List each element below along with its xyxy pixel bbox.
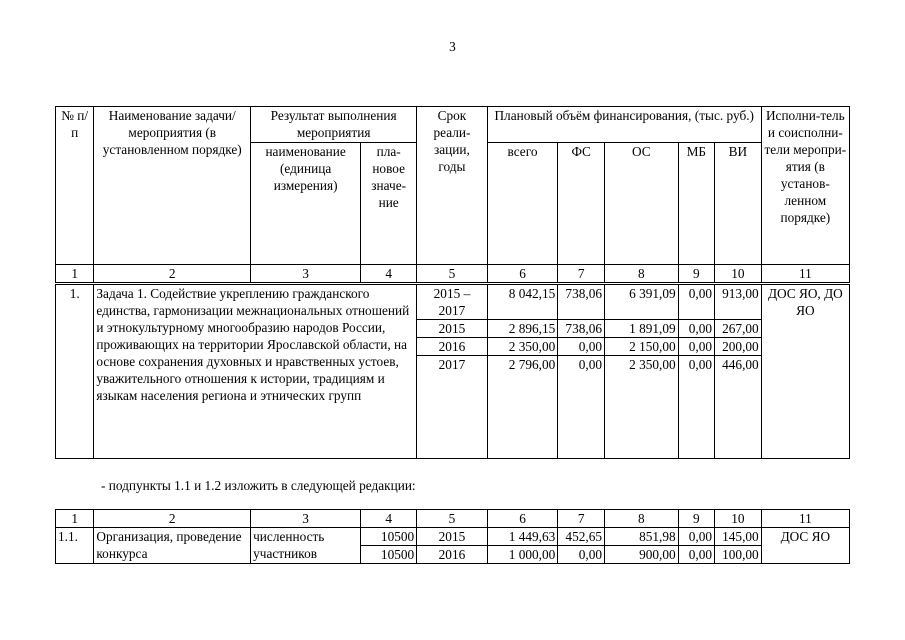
vi-cell: 267,00 (715, 320, 762, 338)
year-cell: 2016 (417, 546, 488, 564)
header-task: Наименование задачи/мероприятия (в установленном порядке) (94, 107, 251, 265)
column-number: 4 (361, 510, 417, 528)
column-number: 3 (251, 510, 361, 528)
column-number: 6 (487, 265, 558, 284)
column-number: 7 (558, 510, 605, 528)
column-number: 8 (605, 265, 679, 284)
column-number: 2 (94, 265, 251, 284)
column-number: 8 (605, 510, 679, 528)
column-number: 7 (558, 265, 605, 284)
total-cell: 1 000,00 (487, 546, 558, 564)
header-vi: ВИ (715, 143, 762, 265)
os-cell: 2 150,00 (605, 338, 679, 356)
header-financing: Плановый объём финансирования, (тыс. руб.) (487, 107, 761, 143)
year-cell: 2015 – 2017 (417, 284, 488, 320)
plan-cell: 10500 (361, 546, 417, 564)
column-number: 3 (251, 265, 361, 284)
column-number: 10 (715, 510, 762, 528)
header-executor: Исполни-тель и соисполни-тели меропри-ятия (в установ-ленном порядке) (761, 107, 849, 265)
header-num: № п/п (56, 107, 94, 265)
header-result-plan: пла-новое значе-ние (361, 143, 417, 265)
column-number: 1 (56, 510, 94, 528)
vi-cell: 100,00 (715, 546, 762, 564)
column-numbers-row (56, 510, 850, 528)
column-number: 10 (715, 265, 762, 284)
subitems-table (55, 509, 850, 564)
executor-cell: ДОС ЯО (761, 528, 849, 546)
amendment-note: - подпункты 1.1 и 1.2 изложить в следующей редакции: (101, 478, 416, 493)
fs-cell: 738,06 (558, 320, 605, 338)
year-cell: 2017 (417, 356, 488, 459)
header-result-name: наименование (единица измерения) (251, 143, 361, 265)
mb-cell: 0,00 (678, 356, 714, 459)
header-mb: МБ (678, 143, 714, 265)
item-name: Организация, проведение конкурса (94, 528, 251, 564)
fs-cell: 0,00 (558, 338, 605, 356)
os-cell: 900,00 (605, 546, 679, 564)
result-name: численность участников (251, 528, 361, 564)
os-cell: 1 891,09 (605, 320, 679, 338)
header-term: Срок реали-зации, годы (417, 107, 488, 265)
total-cell: 2 896,15 (487, 320, 558, 338)
task-number: 1. (56, 284, 94, 459)
column-number: 5 (417, 510, 488, 528)
total-cell: 1 449,63 (487, 528, 558, 546)
fs-cell: 452,65 (558, 528, 605, 546)
plan-cell: 10500 (361, 528, 417, 546)
year-cell: 2015 (417, 528, 488, 546)
column-numbers-row (56, 265, 850, 284)
item-number-continued (56, 546, 94, 564)
financing-table (55, 106, 850, 459)
fs-cell: 0,00 (558, 356, 605, 459)
column-number: 2 (94, 510, 251, 528)
total-cell: 8 042,15 (487, 284, 558, 320)
vi-cell: 200,00 (715, 338, 762, 356)
os-cell: 2 350,00 (605, 356, 679, 459)
year-cell: 2016 (417, 338, 488, 356)
mb-cell: 0,00 (678, 338, 714, 356)
fs-cell: 738,06 (558, 284, 605, 320)
mb-cell: 0,00 (678, 284, 714, 320)
column-number: 9 (678, 510, 714, 528)
column-number: 9 (678, 265, 714, 284)
os-cell: 6 391,09 (605, 284, 679, 320)
task-text: Задача 1. Содействие укреплению гражданского единства, гармонизации межнациональных отношений и этнокультурному многообразию народов России, проживающих на территории Ярославской области, на основе сохранения духовных и нравственных устоев, уважительного отношения к истории, традициям и языкам населения региона и этнических групп (94, 284, 417, 459)
total-cell: 2 796,00 (487, 356, 558, 459)
os-cell: 851,98 (605, 528, 679, 546)
header-fs: ФС (558, 143, 605, 265)
item-number: 1.1. (56, 528, 94, 546)
column-number: 11 (761, 510, 849, 528)
column-number: 5 (417, 265, 488, 284)
mb-cell: 0,00 (678, 546, 714, 564)
page-number: 3 (449, 39, 456, 54)
vi-cell: 913,00 (715, 284, 762, 320)
header-total: всего (487, 143, 558, 265)
column-number: 4 (361, 265, 417, 284)
table-row (56, 528, 850, 546)
table-row (56, 284, 850, 320)
vi-cell: 145,00 (715, 528, 762, 546)
column-number: 1 (56, 265, 94, 284)
year-cell: 2015 (417, 320, 488, 338)
column-number: 6 (487, 510, 558, 528)
executor-continued (761, 546, 849, 564)
mb-cell: 0,00 (678, 528, 714, 546)
header-os: ОС (605, 143, 679, 265)
header-result: Результат выполнения мероприятия (251, 107, 417, 143)
total-cell: 2 350,00 (487, 338, 558, 356)
vi-cell: 446,00 (715, 356, 762, 459)
executor-cell: ДОС ЯО, ДО ЯО (761, 284, 849, 459)
mb-cell: 0,00 (678, 320, 714, 338)
column-number: 11 (761, 265, 849, 284)
fs-cell: 0,00 (558, 546, 605, 564)
